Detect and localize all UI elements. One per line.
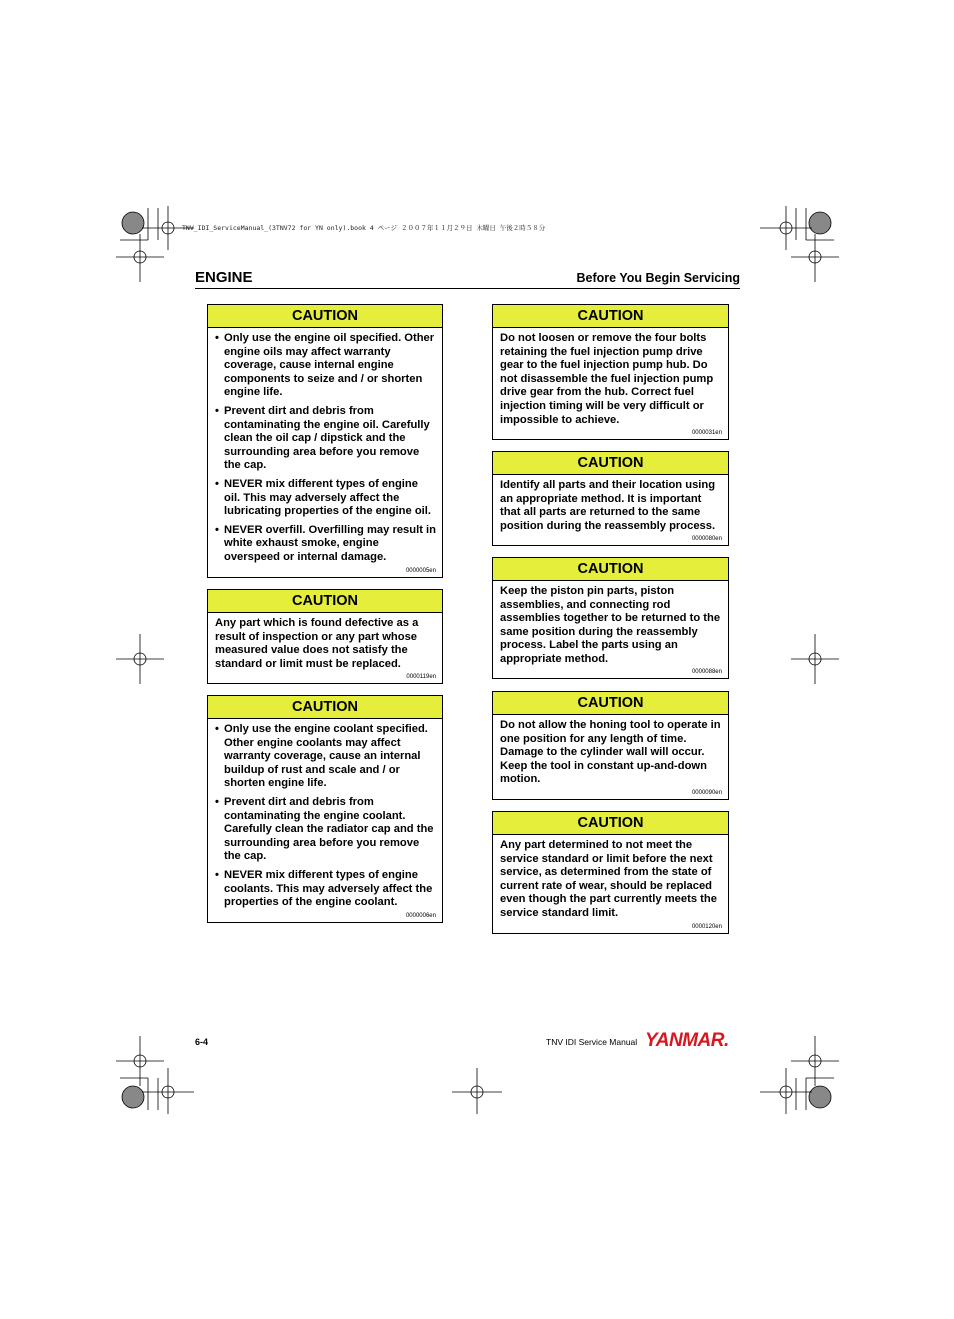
caution-heading: CAUTION xyxy=(493,812,728,835)
caution-code: 0000005en xyxy=(405,568,436,574)
list-item: • NEVER overfill. Overfilling may result in white exhaust smoke, engine overspeed or internal damage. xyxy=(215,524,436,565)
caution-box-engine-oil xyxy=(207,304,443,578)
caution-heading: CAUTION xyxy=(493,452,728,475)
caution-heading: CAUTION xyxy=(208,590,442,613)
caution-box-engine-coolant xyxy=(207,695,443,923)
page-heading: Before You Begin Servicing xyxy=(576,271,740,285)
caution-box-defective-part xyxy=(207,589,443,684)
yanmar-logo: YANMAR. xyxy=(645,1030,729,1051)
list-item: • Only use the engine coolant specified. Other engine coolants may affect warranty coverage, cause an internal buildup of rust and scale and / or shorten engine life. xyxy=(215,723,436,791)
caution-code: 0000031en xyxy=(691,430,722,436)
caution-text: Do not allow the honing tool to operate in one position for any length of time. Damage to the cylinder wall will occur. Keep the tool in constant up-and-down motion. xyxy=(500,719,721,786)
caution-code: 0000120en xyxy=(691,924,722,930)
caution-code: 0000090en xyxy=(691,790,722,796)
manual-title: TNV IDI Service Manual xyxy=(546,1037,638,1047)
caution-box-piston-parts xyxy=(492,557,729,679)
caution-box-fuel-injection xyxy=(492,304,729,440)
caution-heading: CAUTION xyxy=(208,305,442,328)
caution-heading: CAUTION xyxy=(493,692,728,715)
caution-text: Keep the piston pin parts, piston assemblies, and connecting rod assemblies together to be returned to the same position during the reassembly process. Label the parts using an appropriate method. xyxy=(500,585,721,665)
list-item: • NEVER mix different types of engine coolants. This may adversely affect the properties of the engine coolant. xyxy=(215,869,436,910)
header-divider xyxy=(195,288,740,289)
caution-text: Do not loosen or remove the four bolts retaining the fuel injection pump drive gear to the fuel injection pump hub. Do not disassemble the fuel injection pump drive gear from the hub. Correct fuel injection timing will be very difficult or impossible to achieve. xyxy=(500,332,714,426)
caution-box-honing-tool xyxy=(492,691,729,800)
list-item: • NEVER mix different types of engine oil. This may adversely affect the lubricating properties of the engine oil. xyxy=(215,478,436,519)
list-item: • Only use the engine oil specified. Other engine oils may affect warranty coverage, cause internal engine components to seize and / or shorten engine life. xyxy=(215,332,436,400)
caution-code: 0000119en xyxy=(406,674,436,680)
caution-text: Any part determined to not meet the service standard or limit before the next service, as determined from the state of current rate of wear, should be replaced even though the part currently meets the service standard limit. xyxy=(500,839,717,919)
list-item: • Prevent dirt and debris from contaminating the engine coolant. Carefully clean the radiator cap and the surrounding area before you remove the cap. xyxy=(215,796,436,864)
caution-heading: CAUTION xyxy=(208,696,442,719)
section-title: ENGINE xyxy=(195,269,253,286)
caution-code: 0000088en xyxy=(691,669,722,675)
page-number: 6-4 xyxy=(195,1037,209,1047)
caution-code: 0000006en xyxy=(405,913,436,919)
caution-text: Any part which is found defective as a result of inspection or any part whose measured value does not satisfy the standard or limit must be replaced. xyxy=(215,617,419,670)
caution-heading: CAUTION xyxy=(493,305,728,328)
caution-text: Identify all parts and their location using an appropriate method. It is important that all parts are returned to the same position during the reassembly process. xyxy=(500,479,716,532)
caution-box-service-standard xyxy=(492,811,729,934)
print-info-line: TNV_IDI_ServiceManual_(3TNV72 for YN only).book 4 ページ ２００７年１１月２９日 木曜日 午後２時５８分 xyxy=(182,224,546,232)
caution-box-identify-parts xyxy=(492,451,729,546)
caution-heading: CAUTION xyxy=(493,558,728,581)
caution-code: 0000080en xyxy=(691,536,722,542)
list-item: • Prevent dirt and debris from contaminating the engine oil. Carefully clean the oil cap / dipstick and the surrounding area before you remove the cap. xyxy=(215,405,436,473)
